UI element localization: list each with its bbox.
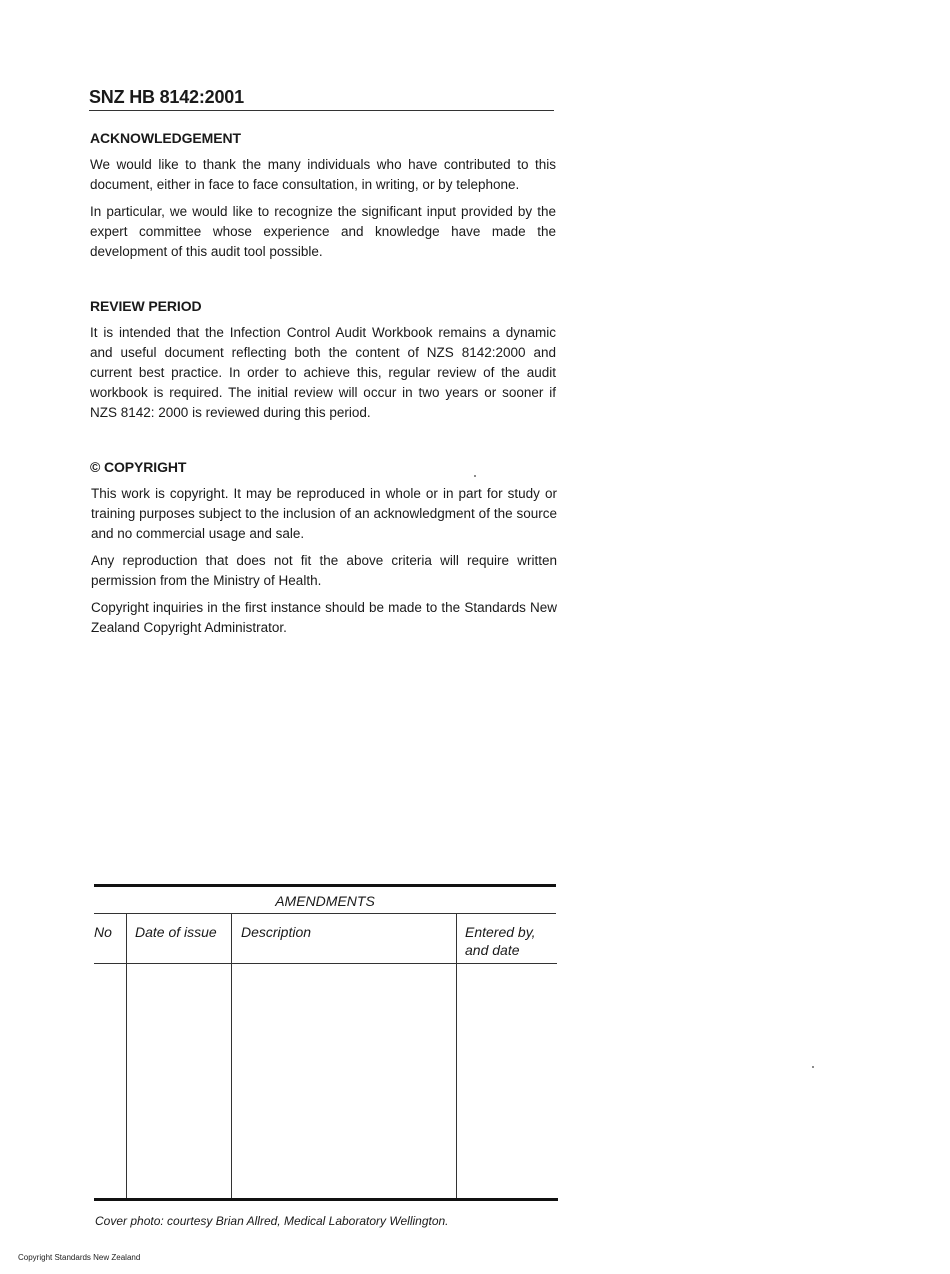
column-divider [231,913,232,1199]
table-title-rule [94,913,556,914]
review-period-heading: REVIEW PERIOD [90,298,202,314]
copyright-paragraph-3: Copyright inquiries in the first instance should be made to the Standards New Zealand Copyright Administrator. [91,600,557,635]
amendments-table [94,884,558,1202]
footer-copyright: Copyright Standards New Zealand [18,1253,141,1262]
column-header-no: No [94,924,112,940]
table-bottom-rule [94,1198,558,1201]
scan-speck [474,475,476,477]
column-divider [456,913,457,1199]
column-divider [126,913,127,1199]
table-header-rule [94,963,557,964]
copyright-paragraph-2: Any reproduction that does not fit the above criteria will require written permission from the Ministry of Health. [91,553,557,588]
acknowledgement-paragraph-1: We would like to thank the many individuals who have contributed to this document, either in face to face consultation, in writing, or by telephone. [90,157,556,192]
acknowledgement-heading: ACKNOWLEDGEMENT [90,130,241,146]
column-header-date-of-issue: Date of issue [135,924,217,940]
scan-speck [812,1066,814,1068]
copyright-heading: © COPYRIGHT [90,459,187,475]
header-rule [89,110,554,111]
review-period-paragraph: It is intended that the Infection Control Audit Workbook remains a dynamic and useful document reflecting both the content of NZS 8142:2000 and current best practice. In order to achieve this, regular review of the audit workbook is required. The initial review will occur in two years or sooner if NZS 8142: 2000 is reviewed during this period. [90,325,556,420]
column-header-entered-by: Entered by, and date [465,924,536,958]
amendments-title: AMENDMENTS [275,893,375,909]
copyright-paragraph-1: This work is copyright. It may be reproduced in whole or in part for study or training purposes subject to the inclusion of an acknowledgment of the source and no commercial usage and sale. [91,486,557,541]
acknowledgement-paragraph-2: In particular, we would like to recognize the significant input provided by the expert committee whose experience and knowledge have made the development of this audit tool possible. [90,204,556,259]
column-header-description: Description [241,924,312,940]
cover-photo-caption: Cover photo: courtesy Brian Allred, Medical Laboratory Wellington. [95,1214,449,1228]
table-top-rule [94,884,556,887]
document-id: SNZ HB 8142:2001 [89,87,244,107]
